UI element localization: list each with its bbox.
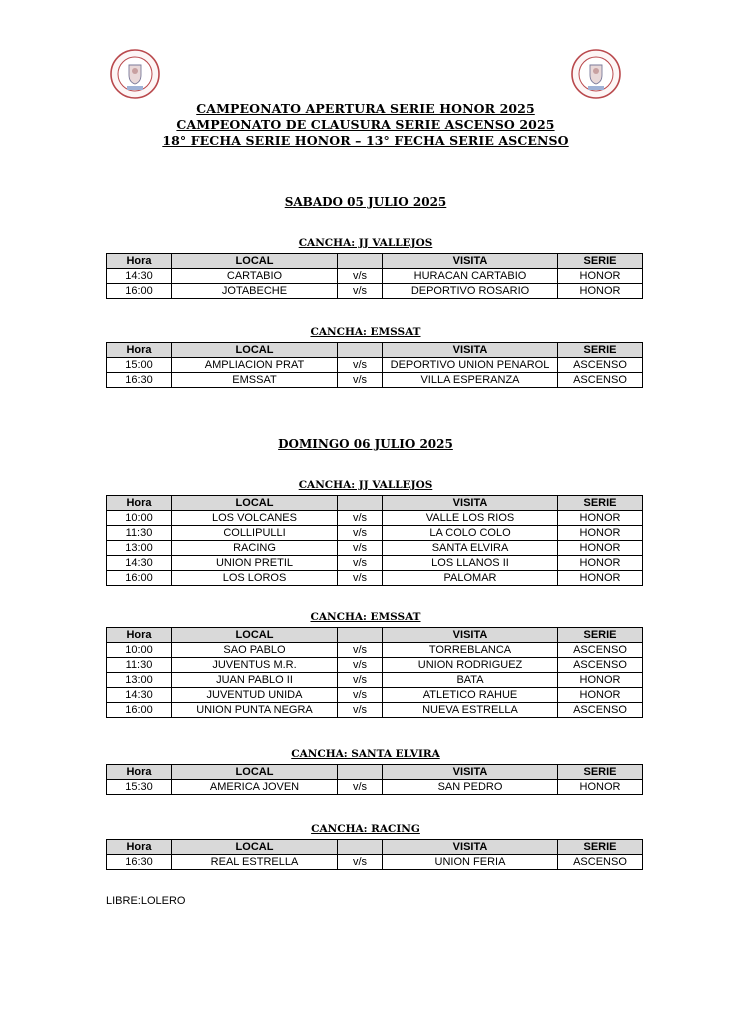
schedule-table (106, 839, 643, 870)
document-header (0, 101, 731, 149)
match-time: 14:30 (107, 269, 172, 284)
match-time: 15:30 (107, 780, 172, 795)
cancha-heading: CANCHA: RACING (311, 823, 420, 835)
col-header-visita: VISITA (383, 628, 558, 643)
match-local-team: COLLIPULLI (172, 526, 338, 541)
match-serie: HONOR (558, 688, 643, 703)
match-local-team: UNION PRETIL (172, 556, 338, 571)
match-serie: ASCENSO (558, 373, 643, 388)
match-row (107, 643, 643, 658)
match-local-team: LOS VOLCANES (172, 511, 338, 526)
match-visiting-team: PALOMAR (383, 571, 558, 586)
col-header-vs (338, 765, 383, 780)
table-header-row (107, 628, 643, 643)
match-row (107, 855, 643, 870)
match-versus: v/s (338, 373, 383, 388)
col-header-hora: Hora (107, 496, 172, 511)
col-header-serie: SERIE (558, 496, 643, 511)
match-local-team: REAL ESTRELLA (172, 855, 338, 870)
col-header-local: LOCAL (172, 840, 338, 855)
col-header-serie: SERIE (558, 840, 643, 855)
table-header-row (107, 765, 643, 780)
match-visiting-team: VALLE LOS RIOS (383, 511, 558, 526)
match-time: 16:00 (107, 571, 172, 586)
col-header-serie: SERIE (558, 628, 643, 643)
col-header-vs (338, 254, 383, 269)
cancha-heading: CANCHA: JJ VALLEJOS (298, 479, 433, 491)
match-local-team: LOS LOROS (172, 571, 338, 586)
match-row (107, 571, 643, 586)
match-row (107, 511, 643, 526)
col-header-vs (338, 496, 383, 511)
match-local-team: CARTABIO (172, 269, 338, 284)
match-visiting-team: VILLA ESPERANZA (383, 373, 558, 388)
match-time: 14:30 (107, 688, 172, 703)
match-visiting-team: HURACAN CARTABIO (383, 269, 558, 284)
match-serie: HONOR (558, 556, 643, 571)
match-versus: v/s (338, 269, 383, 284)
match-local-team: JUVENTUS M.R. (172, 658, 338, 673)
col-header-local: LOCAL (172, 343, 338, 358)
match-serie: ASCENSO (558, 703, 643, 718)
match-row (107, 526, 643, 541)
title-line-3: 18° FECHA SERIE HONOR – 13° FECHA SERIE ASCENSO (162, 133, 569, 148)
match-versus: v/s (338, 571, 383, 586)
match-versus: v/s (338, 643, 383, 658)
col-header-visita: VISITA (383, 254, 558, 269)
table-header-row (107, 343, 643, 358)
match-local-team: EMSSAT (172, 373, 338, 388)
match-serie: HONOR (558, 511, 643, 526)
match-time: 15:00 (107, 358, 172, 373)
match-versus: v/s (338, 673, 383, 688)
match-row (107, 658, 643, 673)
match-visiting-team: DEPORTIVO UNION PENAROL (383, 358, 558, 373)
schedule-table (106, 342, 643, 388)
schedule-table (106, 495, 643, 586)
match-time: 10:00 (107, 511, 172, 526)
match-local-team: JUAN PABLO II (172, 673, 338, 688)
association-crest-icon (570, 48, 622, 100)
match-local-team: AMERICA JOVEN (172, 780, 338, 795)
cancha-heading: CANCHA: SANTA ELVIRA (291, 748, 440, 760)
match-serie: HONOR (558, 284, 643, 299)
match-time: 10:00 (107, 643, 172, 658)
match-time: 16:30 (107, 855, 172, 870)
col-header-vs (338, 628, 383, 643)
match-serie: HONOR (558, 673, 643, 688)
match-row (107, 703, 643, 718)
table-header-row (107, 496, 643, 511)
match-versus: v/s (338, 284, 383, 299)
match-visiting-team: UNION FERIA (383, 855, 558, 870)
match-row (107, 780, 643, 795)
match-visiting-team: TORREBLANCA (383, 643, 558, 658)
match-time: 11:30 (107, 526, 172, 541)
col-header-local: LOCAL (172, 765, 338, 780)
title-line-2: CAMPEONATO DE CLAUSURA SERIE ASCENSO 2025 (176, 117, 555, 132)
col-header-serie: SERIE (558, 254, 643, 269)
match-local-team: JOTABECHE (172, 284, 338, 299)
match-local-team: RACING (172, 541, 338, 556)
cancha-heading: CANCHA: JJ VALLEJOS (298, 237, 433, 249)
match-time: 14:30 (107, 556, 172, 571)
table-header-row (107, 840, 643, 855)
col-header-local: LOCAL (172, 628, 338, 643)
match-versus: v/s (338, 556, 383, 571)
col-header-serie: SERIE (558, 343, 643, 358)
col-header-serie: SERIE (558, 765, 643, 780)
col-header-local: LOCAL (172, 254, 338, 269)
table-header-row (107, 254, 643, 269)
match-serie: ASCENSO (558, 358, 643, 373)
day-heading: SABADO 05 JULIO 2025 (284, 195, 447, 209)
match-versus: v/s (338, 703, 383, 718)
schedule-table (106, 627, 643, 718)
match-row (107, 688, 643, 703)
col-header-visita: VISITA (383, 343, 558, 358)
match-versus: v/s (338, 688, 383, 703)
match-row (107, 358, 643, 373)
col-header-hora: Hora (107, 628, 172, 643)
col-header-hora: Hora (107, 254, 172, 269)
match-time: 16:00 (107, 703, 172, 718)
match-serie: HONOR (558, 571, 643, 586)
match-time: 11:30 (107, 658, 172, 673)
match-local-team: UNION PUNTA NEGRA (172, 703, 338, 718)
col-header-visita: VISITA (383, 840, 558, 855)
match-serie: ASCENSO (558, 658, 643, 673)
match-versus: v/s (338, 780, 383, 795)
match-row (107, 673, 643, 688)
match-row (107, 373, 643, 388)
match-row (107, 541, 643, 556)
match-local-team: JUVENTUD UNIDA (172, 688, 338, 703)
match-local-team: AMPLIACION PRAT (172, 358, 338, 373)
match-time: 16:00 (107, 284, 172, 299)
match-versus: v/s (338, 358, 383, 373)
match-serie: ASCENSO (558, 855, 643, 870)
match-serie: HONOR (558, 541, 643, 556)
cancha-heading: CANCHA: EMSSAT (310, 611, 421, 623)
match-versus: v/s (338, 526, 383, 541)
match-row (107, 284, 643, 299)
match-row (107, 556, 643, 571)
match-row (107, 269, 643, 284)
match-time: 13:00 (107, 673, 172, 688)
cancha-heading: CANCHA: EMSSAT (310, 326, 421, 338)
col-header-hora: Hora (107, 765, 172, 780)
match-visiting-team: UNION RODRIGUEZ (383, 658, 558, 673)
day-heading: DOMINGO 06 JULIO 2025 (278, 437, 453, 451)
col-header-hora: Hora (107, 840, 172, 855)
col-header-visita: VISITA (383, 496, 558, 511)
col-header-visita: VISITA (383, 765, 558, 780)
match-visiting-team: SANTA ELVIRA (383, 541, 558, 556)
match-visiting-team: LOS LLANOS II (383, 556, 558, 571)
title-line-1: CAMPEONATO APERTURA SERIE HONOR 2025 (196, 101, 535, 116)
association-crest-icon (109, 48, 161, 100)
match-time: 13:00 (107, 541, 172, 556)
match-versus: v/s (338, 541, 383, 556)
match-serie: HONOR (558, 780, 643, 795)
match-versus: v/s (338, 511, 383, 526)
match-serie: HONOR (558, 269, 643, 284)
col-header-vs (338, 840, 383, 855)
col-header-local: LOCAL (172, 496, 338, 511)
col-header-hora: Hora (107, 343, 172, 358)
schedule-table (106, 764, 643, 795)
libre-note: LIBRE:LOLERO (106, 895, 186, 907)
match-versus: v/s (338, 658, 383, 673)
match-visiting-team: SAN PEDRO (383, 780, 558, 795)
match-local-team: SAO PABLO (172, 643, 338, 658)
match-serie: ASCENSO (558, 643, 643, 658)
match-serie: HONOR (558, 526, 643, 541)
col-header-vs (338, 343, 383, 358)
match-versus: v/s (338, 855, 383, 870)
schedule-table (106, 253, 643, 299)
match-visiting-team: DEPORTIVO ROSARIO (383, 284, 558, 299)
match-time: 16:30 (107, 373, 172, 388)
match-visiting-team: NUEVA ESTRELLA (383, 703, 558, 718)
match-visiting-team: BATA (383, 673, 558, 688)
match-visiting-team: LA COLO COLO (383, 526, 558, 541)
match-visiting-team: ATLETICO RAHUE (383, 688, 558, 703)
